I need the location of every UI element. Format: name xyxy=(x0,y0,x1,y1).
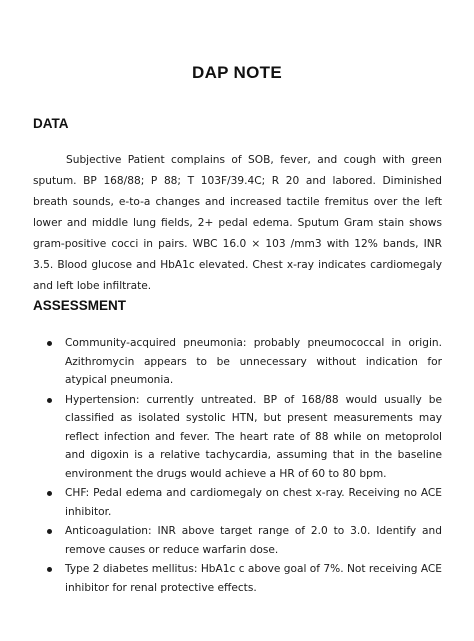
data-paragraph: Subjective Patient complains of SOB, fever, and cough with green sputum. BP 168/88; P 88; T 103F/39.4C; R 20 and labored. Diminished breath sounds, e-to-a changes and increased tactile fremitus over the left lower and middle lung fields, 2+ pedal edema. Sputum Gram stain shows gram-positive cocci in pairs. WBC 16.0 × 103 /mm3 with 12% bands, INR 3.5. Blood glucose and HbA1c elevated. Chest x-ray indicates cardiomegaly and left lobe infiltrate. xyxy=(33,154,442,292)
assessment-item-anticoagulation xyxy=(33,522,442,559)
assessment-item-text: Community-acquired pneumonia: probably pneumococcal in origin. Azithromycin appears to be unnecessary without indication for atypical pneumonia. xyxy=(65,337,442,386)
assessment-item-text: Type 2 diabetes mellitus: HbA1c c above goal of 7%. Not receiving ACE inhibitor for renal protective effects. xyxy=(65,563,442,594)
data-heading: DATA xyxy=(33,116,69,131)
bullet-icon xyxy=(47,491,52,496)
bullet-icon xyxy=(47,529,52,534)
assessment-item-text: CHF: Pedal edema and cardiomegaly on chest x-ray. Receiving no ACE inhibitor. xyxy=(65,487,442,518)
bullet-icon xyxy=(47,341,52,346)
bullet-icon xyxy=(47,398,52,403)
assessment-item-text: Hypertension: currently untreated. BP of 168/88 would usually be classified as isolated systolic HTN, but present measurements may reflect infection and fever. The heart rate of 88 while on metoprolol and digoxin is a relative tachycardia, assuming that in the baseline environment the drugs would achieve a HR of 60 to 80 bpm. xyxy=(65,393,442,480)
assessment-item-pneumonia xyxy=(33,334,442,390)
assessment-item-chf xyxy=(33,484,442,521)
assessment-item-hypertension xyxy=(33,391,442,484)
assessment-item-diabetes xyxy=(33,560,442,597)
bullet-icon xyxy=(47,567,52,572)
assessment-item-text: Anticoagulation: INR above target range of 2.0 to 3.0. Identify and remove causes or reduce warfarin dose. xyxy=(65,525,442,556)
document-title: DAP NOTE xyxy=(192,63,282,82)
assessment-list xyxy=(33,334,442,598)
assessment-heading: ASSESSMENT xyxy=(33,298,127,313)
